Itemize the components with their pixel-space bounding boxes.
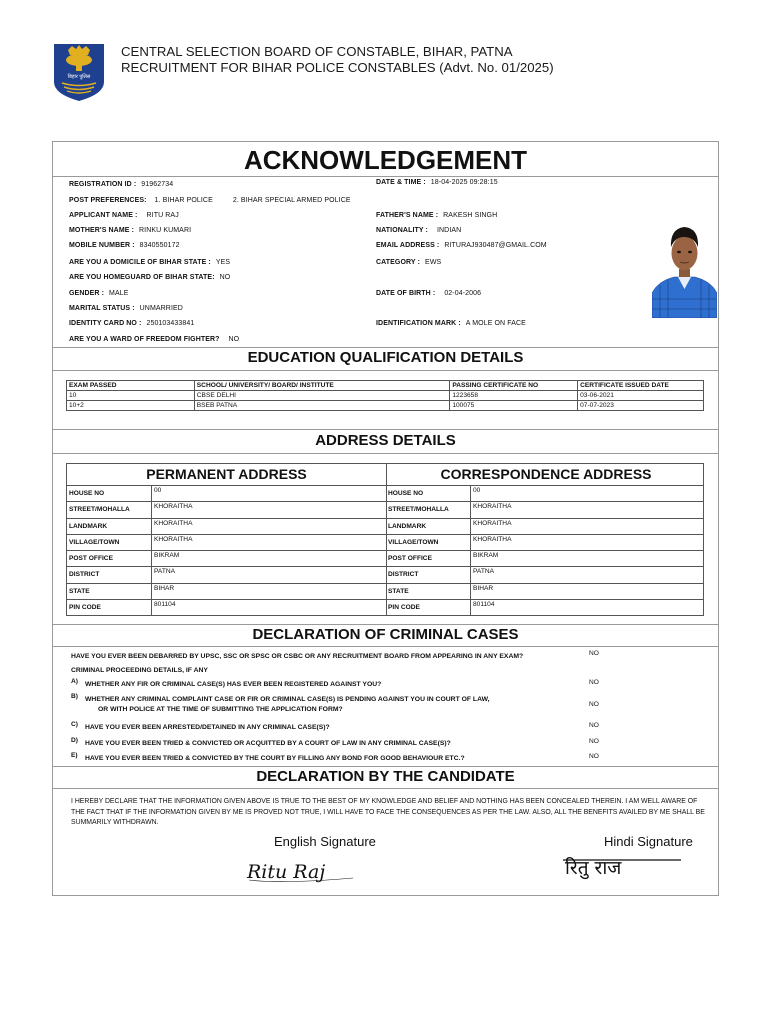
divider: [470, 535, 471, 550]
hindi-signature-label: Hindi Signature: [604, 834, 693, 849]
education-section-title: EDUCATION QUALIFICATION DETAILS: [247, 349, 524, 366]
header-line2: RECRUITMENT FOR BIHAR POLICE CONSTABLES (Advt. No. 01/2025): [121, 60, 554, 75]
address-row: [67, 534, 386, 550]
address-field-label: HOUSE NO: [388, 490, 424, 497]
criminal-item-d: [71, 739, 451, 748]
address-row: [386, 599, 704, 615]
date-of-birth: DATE OF BIRTH : 02-04-2006: [376, 290, 482, 297]
address-field-label: STREET/MOHALLA: [69, 506, 130, 514]
divider: [470, 486, 471, 501]
address-row: [67, 583, 386, 599]
cell-date: 07-07-2023: [578, 401, 704, 411]
table-row: [67, 401, 704, 411]
address-row: [386, 518, 704, 534]
mother-name: MOTHER'S NAME : RINKU KUMARI: [69, 227, 192, 234]
address-field-label: HOUSE NO: [69, 490, 105, 497]
criminal-item-e: [71, 754, 465, 763]
english-signature-image: [243, 854, 373, 886]
address-field-label: LANDMARK: [388, 522, 427, 530]
address-row: [67, 485, 386, 501]
mobile-number: MOBILE NUMBER : 8340550172: [69, 242, 180, 249]
address-row: [67, 566, 386, 582]
item-question: HAVE YOU EVER BEEN TRIED & CONVICTED OR ACQUITTED BY A COURT OF LAW IN ANY CRIMINAL CASE(S)?: [85, 740, 451, 747]
criminal-answer-b: NO: [589, 701, 599, 708]
divider: [151, 551, 152, 566]
address-field-label: DISTRICT: [69, 571, 100, 579]
declaration-text: I HEREBY DECLARE THAT THE INFORMATION GIVEN ABOVE IS TRUE TO THE BEST OF MY KNOWLEDGE AND BELIEF AND NOTHING HAS BEEN CONCEALED THEREIN. I AM WELL AWARE OF THE FACT THAT IF THE INFORMATION GIVEN BY ME IS PROVED NOT TRUE, I WILL HAVE TO FACE THE CONSEQUENCES AS PER THE LAW. ALSO, ALL THE BENEFITS AVAILED BY ME SHALL BE SUMMARILY WITHDRAWN.: [71, 798, 705, 826]
svg-text:Ritu Raj: Ritu Raj: [247, 861, 326, 883]
criminal-item-b: [71, 695, 490, 714]
freedom-fighter: ARE YOU A WARD OF FREEDOM FIGHTER? NO: [69, 336, 240, 343]
address-field-label: VILLAGE/TOWN: [388, 538, 439, 546]
divider: [53, 453, 718, 454]
hindi-signature-image: [561, 852, 691, 884]
address-field-label: POST OFFICE: [69, 555, 113, 563]
correspondence-address-grid: [386, 485, 704, 615]
divider: [470, 502, 471, 517]
address-field-label: POST OFFICE: [388, 555, 432, 563]
divider: [53, 176, 718, 177]
debarred-answer: NO: [589, 650, 599, 657]
permanent-address-title: PERMANENT ADDRESS: [146, 466, 307, 482]
candidate-declaration-title: DECLARATION BY THE CANDIDATE: [256, 768, 515, 785]
address-field-value: KHORAITHA: [154, 535, 193, 543]
cell-school: CBSE DELHI: [194, 391, 450, 401]
address-field-label: DISTRICT: [388, 571, 419, 579]
address-field-label: STATE: [69, 587, 90, 595]
cell-exam: 10+2: [67, 401, 195, 411]
acknowledgement-form: [52, 141, 719, 896]
item-question: HAVE YOU EVER BEEN TRIED & CONVICTED BY THE COURT BY FILLING ANY BOND FOR GOOD BEHAVIOUR ETC.?: [85, 755, 465, 762]
divider: [470, 584, 471, 599]
education-table: [66, 380, 704, 411]
address-field-value: KHORAITHA: [473, 519, 512, 527]
marital-status: MARITAL STATUS : UNMARRIED: [69, 305, 183, 312]
post-preferences: POST PREFERENCES: 1. BIHAR POLICE 2. BIHAR SPECIAL ARMED POLICE: [69, 197, 351, 204]
address-field-value: BIHAR: [473, 584, 494, 592]
email-address: EMAIL ADDRESS : RITURAJ930487@GMAIL.COM: [376, 242, 547, 249]
divider: [53, 766, 718, 767]
address-row: [386, 583, 704, 599]
address-row: [67, 599, 386, 615]
registration-id: REGISTRATION ID : 91962734: [69, 181, 174, 188]
address-field-value: KHORAITHA: [154, 519, 193, 527]
divider: [151, 502, 152, 517]
debarred-question: HAVE YOU EVER BEEN DEBARRED BY UPSC, SSC OR SPSC OR CSBC OR ANY RECRUITMENT BOARD FROM APPEARING IN ANY EXAM?: [71, 653, 524, 660]
item-question: WHETHER ANY FIR OR CRIMINAL CASE(S) HAS EVER BEEN REGISTERED AGAINST YOU?: [85, 681, 382, 688]
criminal-item-c: [71, 723, 330, 732]
item-letter: E): [71, 752, 78, 759]
address-field-label: PIN CODE: [388, 604, 420, 612]
divider: [53, 646, 718, 647]
address-field-label: STATE: [388, 587, 409, 595]
item-letter: D): [71, 737, 78, 744]
address-row: [386, 566, 704, 582]
address-field-value: KHORAITHA: [473, 535, 512, 543]
divider: [470, 600, 471, 615]
criminal-section-title: DECLARATION OF CRIMINAL CASES: [252, 626, 519, 643]
domicile: ARE YOU A DOMICILE OF BIHAR STATE : YES: [69, 259, 231, 266]
item-question: HAVE YOU EVER BEEN ARRESTED/DETAINED IN ANY CRIMINAL CASE(S)?: [85, 724, 330, 731]
address-field-value: PATNA: [473, 568, 495, 576]
address-field-label: LANDMARK: [69, 522, 108, 530]
english-signature-label: English Signature: [274, 834, 376, 849]
applicant-photo: [652, 219, 717, 318]
date-time: DATE & TIME : 18-04-2025 09:28:15: [376, 179, 498, 186]
father-name: FATHER'S NAME : RAKESH SINGH: [376, 212, 498, 219]
cell-cert-no: 100075: [450, 401, 578, 411]
address-field-value: 00: [473, 487, 481, 494]
address-row: [67, 518, 386, 534]
bihar-police-logo-icon: [52, 42, 106, 102]
address-table: [66, 463, 704, 616]
cell-exam: 10: [67, 391, 195, 401]
address-field-value: 801104: [473, 601, 495, 609]
address-field-label: STREET/MOHALLA: [388, 506, 449, 514]
header-exam-passed: EXAM PASSED: [67, 381, 195, 391]
page-title: ACKNOWLEDGEMENT: [243, 145, 528, 175]
address-row: [386, 485, 704, 501]
address-field-label: VILLAGE/TOWN: [69, 538, 120, 546]
address-row: [386, 501, 704, 517]
permanent-address-grid: [67, 485, 386, 615]
svg-text:रितु राज: रितु राज: [565, 857, 622, 879]
divider: [53, 624, 718, 625]
divider: [470, 567, 471, 582]
address-row: [386, 550, 704, 566]
divider: [151, 567, 152, 582]
item-letter: B): [71, 693, 78, 700]
table-header-row: [67, 381, 704, 391]
category: CATEGORY : EWS: [376, 259, 442, 266]
divider: [151, 486, 152, 501]
address-field-value: PATNA: [154, 568, 176, 576]
divider: [151, 535, 152, 550]
divider: [470, 519, 471, 534]
proceeding-label: CRIMINAL PROCEEDING DETAILS, IF ANY: [71, 667, 208, 674]
header-school: SCHOOL/ UNIVERSITY/ BOARD/ INSTITUTE: [194, 381, 450, 391]
item-letter: C): [71, 721, 78, 728]
divider: [470, 551, 471, 566]
homeguard: ARE YOU HOMEGUARD OF BIHAR STATE: NO: [69, 274, 231, 281]
criminal-answer-a: NO: [589, 679, 599, 686]
address-field-value: BIHAR: [154, 584, 175, 592]
address-row: [386, 534, 704, 550]
address-field-value: BIKRAM: [154, 552, 180, 560]
header-line1: CENTRAL SELECTION BOARD OF CONSTABLE, BIHAR, PATNA: [121, 44, 513, 59]
item-question-continued: OR WITH POLICE AT THE TIME OF SUBMITTING THE APPLICATION FORM?: [98, 706, 343, 713]
svg-text:बिहार पुलिस: बिहार पुलिस: [67, 74, 91, 80]
header-issued-date: CERTIFICATE ISSUED DATE: [578, 381, 704, 391]
address-row: [67, 501, 386, 517]
address-field-value: 00: [154, 487, 162, 494]
divider: [53, 370, 718, 371]
gender: GENDER : MALE: [69, 290, 129, 297]
document-header: [52, 42, 712, 104]
divider: [53, 347, 718, 348]
identity-card-no: IDENTITY CARD NO : 250103433841: [69, 320, 195, 327]
nationality: NATIONALITY : INDIAN: [376, 227, 462, 234]
divider: [151, 600, 152, 615]
correspondence-address-title: CORRESPONDENCE ADDRESS: [440, 466, 652, 482]
criminal-answer-d: NO: [589, 738, 599, 745]
divider: [53, 788, 718, 789]
divider: [53, 429, 718, 430]
address-field-value: 801104: [154, 601, 176, 609]
address-field-label: PIN CODE: [69, 604, 101, 612]
criminal-item-a: [71, 680, 381, 689]
item-question: WHETHER ANY CRIMINAL COMPLAINT CASE OR FIR OR CRIMINAL CASE(S) IS PENDING AGAINST YOU IN COURT OF LAW,: [85, 696, 490, 703]
address-field-value: KHORAITHA: [154, 503, 193, 511]
identification-mark: IDENTIFICATION MARK : A MOLE ON FACE: [376, 320, 526, 327]
header-certificate-no: PASSING CERTIFICATE NO: [450, 381, 578, 391]
address-field-value: BIKRAM: [473, 552, 499, 560]
criminal-answer-c: NO: [589, 722, 599, 729]
cell-school: BSEB PATNA: [194, 401, 450, 411]
organization-name: [121, 44, 554, 76]
criminal-answer-e: NO: [589, 753, 599, 760]
address-row: [67, 550, 386, 566]
address-field-value: KHORAITHA: [473, 503, 512, 511]
table-row: [67, 391, 704, 401]
divider: [151, 519, 152, 534]
cell-date: 03-06-2021: [578, 391, 704, 401]
divider: [151, 584, 152, 599]
item-letter: A): [71, 678, 78, 685]
applicant-name: APPLICANT NAME : RITU RAJ: [69, 212, 179, 219]
address-section-title: ADDRESS DETAILS: [315, 432, 456, 449]
cell-cert-no: 1223658: [450, 391, 578, 401]
